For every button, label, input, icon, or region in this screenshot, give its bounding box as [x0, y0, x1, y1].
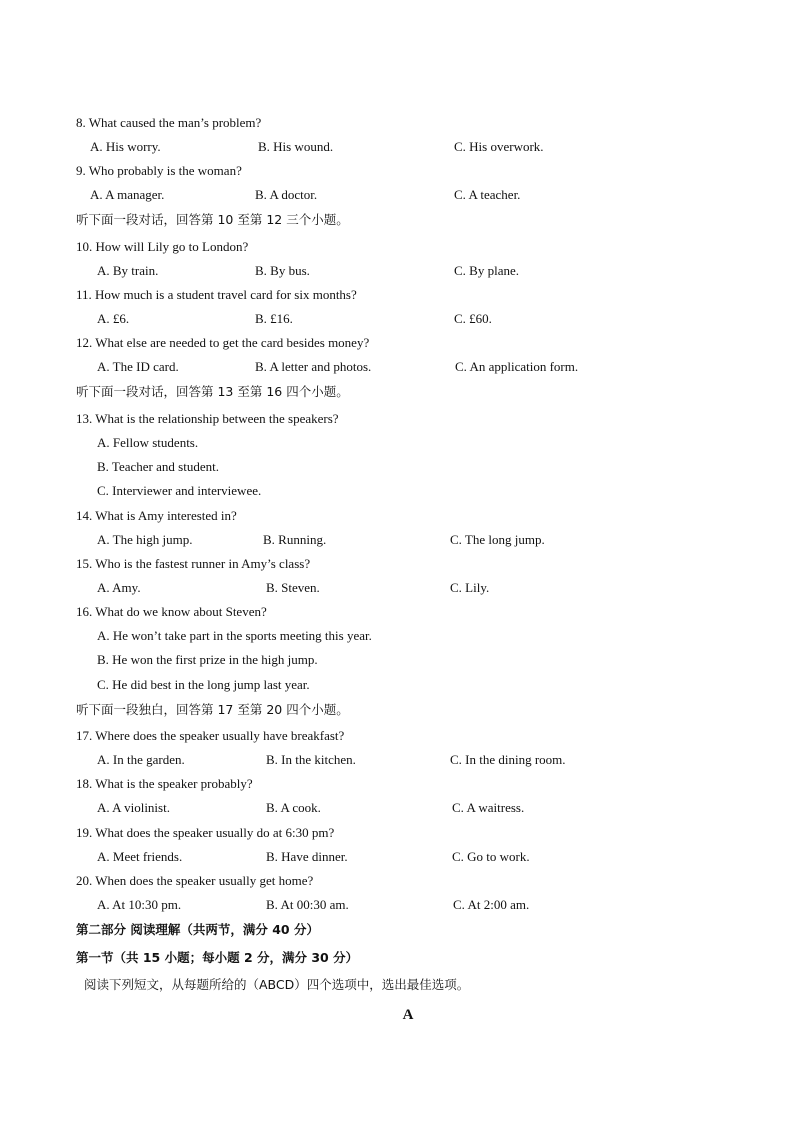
instruction-10-12: 听下面一段对话，回答第 10 至第 12 三个小题。 [76, 212, 349, 227]
instruction-17-20: 听下面一段独白，回答第 17 至第 20 四个小题。 [76, 702, 349, 717]
passage-label: A [402, 1007, 414, 1023]
q20-option-c: C. At 2:00 am. [453, 897, 530, 912]
q15-option-a: A. Amy. [97, 580, 141, 595]
question-9: 9. Who probably is the woman? [76, 163, 242, 178]
q11-option-a: A. £6. [97, 311, 130, 326]
question-18: 18. What is the speaker probably? [76, 776, 253, 791]
q17-option-b: B. In the kitchen. [266, 752, 356, 767]
q12-option-a: A. The ID card. [97, 359, 179, 374]
q8-option-b: B. His wound. [258, 139, 334, 154]
q10-option-c: C. By plane. [454, 263, 519, 278]
instruction-13-16: 听下面一段对话，回答第 13 至第 16 四个小题。 [76, 384, 349, 399]
q11-option-b: B. £16. [255, 311, 293, 326]
q19-option-b: B. Have dinner. [266, 849, 348, 864]
question-13: 13. What is the relationship between the speakers? [76, 411, 339, 426]
q18-option-a: A. A violinist. [97, 800, 170, 815]
question-14: 14. What is Amy interested in? [76, 508, 237, 523]
question-15: 15. Who is the fastest runner in Amy’s class? [76, 556, 311, 571]
q8-option-a: A. His worry. [90, 139, 161, 154]
q18-option-c: C. A waitress. [452, 800, 525, 815]
q14-option-b: B. Running. [263, 532, 327, 547]
q9-option-b: B. A doctor. [255, 187, 318, 202]
question-12: 12. What else are needed to get the card besides money? [76, 335, 370, 350]
reading-instruction: 阅读下列短文，从每题所给的（ABCD）四个选项中，选出最佳选项。 [84, 977, 470, 992]
q9-option-a: A. A manager. [90, 187, 165, 202]
q10-option-b: B. By bus. [255, 263, 310, 278]
q20-option-a: A. At 10:30 pm. [97, 897, 182, 912]
q16-option-a: A. He won’t take part in the sports meeting this year. [97, 628, 372, 643]
q19-option-c: C. Go to work. [452, 849, 530, 864]
q14-option-a: A. The high jump. [97, 532, 193, 547]
q16-option-b: B. He won the first prize in the high jump. [97, 652, 318, 667]
q17-option-a: A. In the garden. [97, 752, 185, 767]
q13-option-c: C. Interviewer and interviewee. [97, 483, 262, 498]
q18-option-b: B. A cook. [266, 800, 321, 815]
question-8: 8. What caused the man’s problem? [76, 115, 262, 130]
q8-option-c: C. His overwork. [454, 139, 544, 154]
question-16: 16. What do we know about Steven? [76, 604, 267, 619]
q11-option-c: C. £60. [454, 311, 492, 326]
q13-option-a: A. Fellow students. [97, 435, 199, 450]
q13-option-b: B. Teacher and student. [97, 459, 219, 474]
part2-title: 第二部分 阅读理解（共两节，满分 40 分） [76, 922, 319, 937]
question-17: 17. Where does the speaker usually have breakfast? [76, 728, 345, 743]
q19-option-a: A. Meet friends. [97, 849, 183, 864]
q12-option-b: B. A letter and photos. [255, 359, 372, 374]
section1-title: 第一节（共 15 小题；每小题 2 分，满分 30 分） [76, 950, 359, 965]
q17-option-c: C. In the dining room. [450, 752, 566, 767]
question-10: 10. How will Lily go to London? [76, 239, 249, 254]
q15-option-c: C. Lily. [450, 580, 490, 595]
q16-option-c: C. He did best in the long jump last year. [97, 677, 310, 692]
question-19: 19. What does the speaker usually do at 6:30 pm? [76, 825, 335, 840]
q20-option-b: B. At 00:30 am. [266, 897, 349, 912]
q10-option-a: A. By train. [97, 263, 159, 278]
q15-option-b: B. Steven. [266, 580, 320, 595]
q9-option-c: C. A teacher. [454, 187, 521, 202]
question-20: 20. When does the speaker usually get home? [76, 873, 314, 888]
q12-option-c: C. An application form. [455, 359, 579, 374]
question-11: 11. How much is a student travel card for six months? [76, 287, 357, 302]
q14-option-c: C. The long jump. [450, 532, 545, 547]
